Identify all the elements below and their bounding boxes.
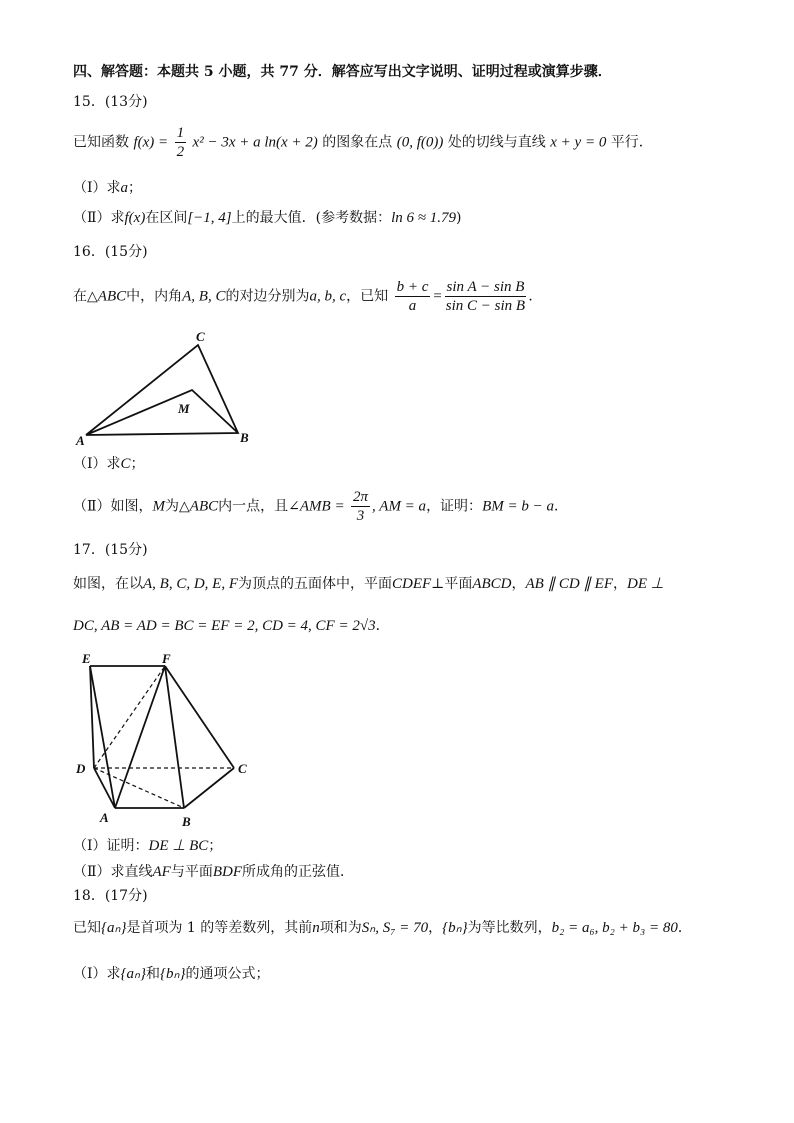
q16-label-C: C (196, 329, 205, 344)
q18-stem (73, 918, 692, 938)
q16-angles: A, B, C (182, 288, 226, 305)
q15-number (73, 92, 148, 112)
q16-part1-var: C (120, 456, 131, 472)
q17-part2-b: AF (152, 864, 171, 880)
q17-line1-a: 如图，在以 (73, 576, 143, 592)
q16-edge-path (86, 345, 238, 435)
q17-edge-DB (94, 768, 184, 808)
q16-part2-c: 内一点，且∠ (218, 498, 300, 515)
q17-line1-p1: CDEF (392, 576, 432, 592)
q16-stem-mid: 中，内角 (126, 288, 183, 305)
q15-fx: f(x) = (133, 134, 169, 151)
q18-cond: b₂ = a₆, b₂ + b₃ = 80 (551, 920, 678, 936)
q16-part2-ang: AMB = (299, 498, 345, 515)
q17-line1-f: ， (613, 576, 628, 592)
q18-number (73, 886, 148, 906)
q16-label-M: M (178, 401, 190, 416)
q17-edge-FA (115, 666, 165, 808)
q15-part2-mid: 在区间 (145, 210, 188, 226)
q18-number-text: 18．(17分) (73, 888, 148, 904)
q17-line2-end: ． (375, 618, 390, 634)
q18-part1 (73, 964, 270, 984)
q16-stem (73, 278, 542, 315)
q16-number (73, 242, 148, 262)
q17-part1-a: （Ⅰ）证明： (73, 838, 149, 854)
q15-stem-mid2: 处的切线与直线 (447, 134, 546, 151)
q15-part2-fx: f(x) (124, 210, 146, 226)
q15-stem-end: 平行． (610, 134, 653, 151)
q18-part1-sa: {aₙ} (120, 966, 147, 982)
q18-part1-sb: {bₙ} (160, 966, 186, 982)
q16-part2-frac-num: 2π (353, 489, 369, 505)
q18-n: n (312, 920, 320, 936)
q16-part1 (73, 454, 145, 474)
q16-part2-fraction (351, 488, 370, 525)
q17-part1-b: DE ⊥ BC (148, 838, 209, 854)
q17-label-B: B (182, 814, 191, 829)
q16-part2-frac-den: 3 (356, 508, 365, 524)
q16-part2-g: ． (553, 498, 568, 515)
q18-part1-c: 的通项公式； (185, 966, 270, 982)
q16-triangle-figure (70, 325, 270, 450)
q17-label-D: D (76, 761, 86, 776)
q17-number-text: 17．(15分) (73, 542, 148, 558)
q15-frac-num: 1 (176, 125, 185, 141)
q16-part2-m: M (152, 498, 166, 515)
q17-edge-EA (90, 666, 115, 808)
q15-part2-close: ) (456, 210, 462, 226)
q17-part2-a: （Ⅱ）求直线 (73, 864, 153, 880)
q18-part1-a: （Ⅰ）求 (73, 966, 121, 982)
section-heading-text: 四、解答题：本题共 5 小题，共 77 分．解答应写出文字说明、证明过程或演算步骤． (73, 64, 612, 80)
q16-frac2-den: sin C − sin B (445, 298, 526, 314)
q18-stem-b: 是首项为 1 的等差数列，其前 (126, 920, 313, 936)
q18-stem-e: 为等比数列， (467, 920, 552, 936)
q17-solid-edges (90, 666, 234, 808)
q15-point: (0, f(0)) (396, 134, 444, 151)
q17-part2-c: 与平面 (170, 864, 213, 880)
q15-part1-var: a (120, 180, 129, 196)
q16-part2-d: , AM = a (372, 498, 427, 515)
q17-stem-line1 (73, 574, 664, 594)
q18-stem-c: 项和为 (319, 920, 362, 936)
q16-number-text: 16．(15分) (73, 244, 148, 260)
q15-part1-end: ； (128, 180, 143, 196)
q16-part2-f: BM = b − a (482, 498, 554, 515)
q15-number-text: 15．(13分) (73, 94, 148, 110)
q17-label-A: A (100, 810, 109, 825)
q17-edge-BC (184, 768, 234, 808)
q16-part1-label: （Ⅰ）求 (73, 456, 121, 472)
q17-line1-c: ⊥平面 (431, 576, 473, 592)
q18-seq-b: {bₙ} (442, 920, 468, 936)
q15-stem-prefix: 已知函数 (73, 134, 129, 151)
q16-part2-b: 为△ (165, 498, 190, 515)
q15-part2-interval: [−1, 4] (187, 210, 232, 226)
q17-part2-d: BDF (212, 864, 243, 880)
q17-edge-FB (165, 666, 184, 808)
q16-fraction-2 (445, 278, 527, 315)
q16-part1-end: ； (130, 456, 145, 472)
q15-part2-label: （Ⅱ）求 (73, 210, 125, 226)
q18-sums: Sₙ, S₇ = 70 (361, 920, 429, 936)
q15-part2-end: 上的最大值．(参考数据： (231, 210, 392, 226)
q15-part2-ref: ln 6 ≈ 1.79 (391, 210, 457, 226)
q17-label-E: E (82, 651, 91, 666)
q15-stem-mid: 的图象在点 (322, 134, 393, 151)
q16-stem-mid3: ，已知 (346, 288, 389, 305)
q16-tri: ABC (97, 288, 127, 305)
q17-line1-e: AB ∥ CD ∥ EF (525, 576, 614, 592)
q18-part1-b: 和 (146, 966, 161, 982)
q17-part1-c: ； (208, 838, 223, 854)
q17-label-F: F (162, 651, 171, 666)
q16-frac2-num: sin A − sin B (446, 279, 525, 295)
q16-stem-prefix: 在△ (73, 288, 98, 305)
section-heading (73, 62, 612, 82)
q17-line1-d: ， (511, 576, 526, 592)
q15-part1-label: （Ⅰ）求 (73, 180, 121, 196)
q16-part2-tri: ABC (189, 498, 219, 515)
q16-label-A: A (76, 433, 85, 448)
q15-line-eq: x + y = 0 (550, 134, 607, 151)
q16-eq: = (432, 288, 443, 305)
q15-frac-den: 2 (176, 144, 185, 160)
q17-line1-g: DE ⊥ (627, 576, 664, 592)
q17-line1-b: 为顶点的五面体中，平面 (238, 576, 392, 592)
q17-pentahedron-figure (70, 650, 260, 830)
q16-part2 (73, 488, 568, 525)
q15-part2 (73, 208, 461, 228)
q15-part1 (73, 178, 142, 198)
q17-part1 (73, 836, 222, 856)
q18-seq-a: {aₙ} (101, 920, 127, 936)
q17-number (73, 540, 148, 560)
q16-part2-a: （Ⅱ）如图， (73, 498, 153, 515)
q16-stem-end: ． (528, 288, 543, 305)
q15-expr: x² − 3x + a ln(x + 2) (192, 134, 318, 151)
q16-label-B: B (240, 430, 249, 445)
q18-stem-d: ， (428, 920, 443, 936)
q16-frac1-num: b + c (396, 279, 429, 295)
q16-sides: a, b, c (309, 288, 347, 305)
q15-stem (73, 124, 653, 161)
q17-part2 (73, 862, 354, 882)
q17-stem-line2 (73, 616, 390, 636)
q16-part2-e: ，证明： (426, 498, 483, 515)
q16-stem-mid2: 的对边分别为 (225, 288, 310, 305)
q17-line1-p2: ABCD (472, 576, 512, 592)
q17-part2-e: 所成角的正弦值． (242, 864, 355, 880)
q15-fraction (175, 124, 187, 161)
q17-edge-FC (165, 666, 234, 768)
q16-fraction-1 (395, 278, 431, 315)
q16-frac1-den: a (408, 298, 417, 314)
q17-line2: DC, AB = AD = BC = EF = 2, CD = 4, CF = 2√3 (73, 618, 376, 634)
q18-stem-a: 已知 (73, 920, 101, 936)
q17-line1-pts: A, B, C, D, E, F (143, 576, 238, 592)
q17-label-C: C (238, 761, 247, 776)
q18-stem-f: ． (677, 920, 692, 936)
